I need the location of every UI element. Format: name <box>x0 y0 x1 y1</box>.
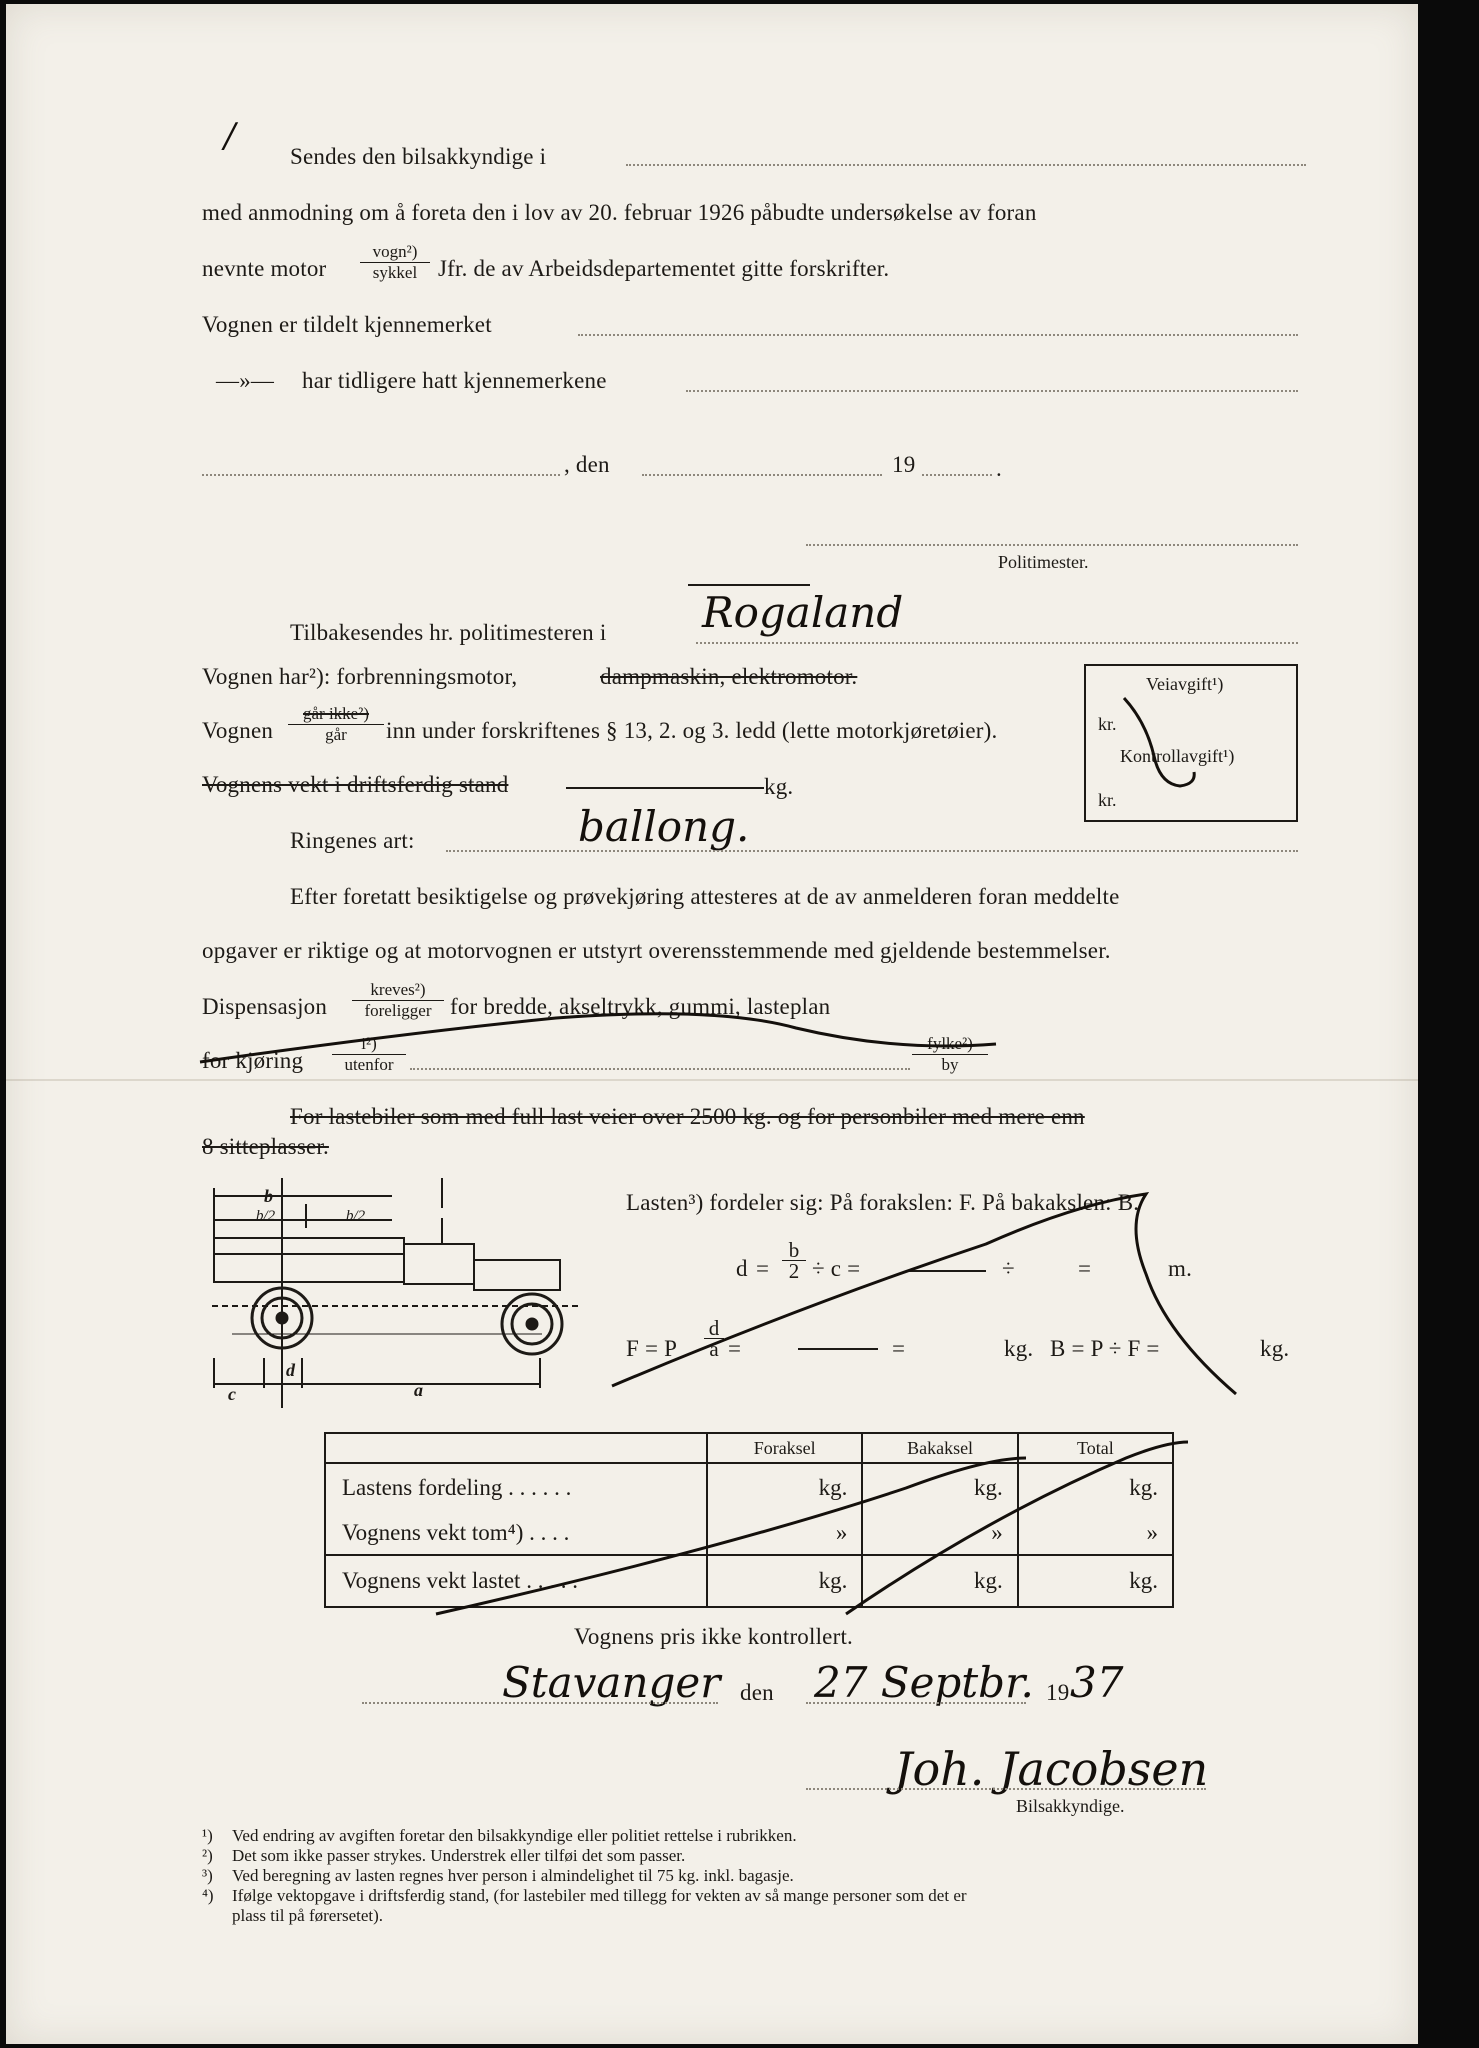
kjoring-label: for kjøring <box>202 1048 304 1073</box>
sendes-field[interactable] <box>626 164 1306 166</box>
fylke-by-fraction: fylke²) by <box>912 1034 988 1075</box>
table-cell[interactable]: kg. <box>707 1463 862 1511</box>
b-over-2-fraction: $\frac{b}{2}$ <box>782 1240 806 1281</box>
truck-diagram <box>202 1168 592 1408</box>
handwritten-mark: / <box>224 116 236 156</box>
handwritten-year: 37 <box>1070 1658 1124 1707</box>
col-total: Total <box>1018 1433 1173 1463</box>
lastebiler-text-1: For lastebiler som med full last veier over 2500 kg. og for personbiler med mere enn <box>290 1104 1085 1129</box>
kjennemerket-label: Vognen er tildelt kjennemerket <box>202 312 492 337</box>
table-cell[interactable]: kg. <box>862 1555 1017 1607</box>
diagram-b2-left: b/2 <box>256 1208 276 1224</box>
tidligere-label: har tidligere hatt kjennemerkene <box>302 368 607 393</box>
eq2-equals: = <box>728 1336 742 1361</box>
kjennemerket-field[interactable] <box>578 334 1298 336</box>
eq2-B: B = P ÷ F = <box>1050 1336 1160 1361</box>
kr-label-1: kr. <box>1098 714 1117 734</box>
table-row: Lastens fordeling . . . . . . <box>325 1463 707 1511</box>
sted-year-prefix: 19 <box>1046 1680 1070 1705</box>
vognen-har-text: Vognen har²): forbrenningsmotor, <box>202 664 518 689</box>
diagram-d: d <box>286 1360 295 1380</box>
ringenes-field[interactable] <box>446 850 1298 852</box>
signature-field[interactable] <box>806 1788 1206 1790</box>
handwritten-signature: Joh. Jacobsen <box>894 1742 1209 1796</box>
lasten-text: Lasten³) fordeler sig: På forakslen: F. På bakakslen: B. <box>626 1190 1140 1215</box>
footnote-4-cont: plass til på førersetet). <box>232 1906 384 1925</box>
jfr-text: Jfr. de av Arbeidsdepartementet gitte forskrifter. <box>438 256 890 281</box>
table-cell[interactable]: » <box>1018 1511 1173 1555</box>
table-row: Vognens vekt lastet . . . . . <box>325 1555 707 1607</box>
vognen-gaar-label: Vognen <box>202 718 274 743</box>
pris-text: Vognens pris ikke kontrollert. <box>574 1624 853 1649</box>
place-field[interactable] <box>202 474 560 476</box>
table-cell[interactable]: kg. <box>1018 1463 1173 1511</box>
eq1-equals: = <box>756 1256 770 1281</box>
table-cell[interactable]: » <box>707 1511 862 1555</box>
veiavgift-label: Veiavgift¹) <box>1146 674 1224 694</box>
handwritten-ballong: ballong. <box>578 802 750 851</box>
tidligere-field[interactable] <box>686 390 1298 392</box>
vogn-sykkel-fraction: vogn²) sykkel <box>360 242 430 283</box>
diagram-a: a <box>414 1380 423 1400</box>
table-cell[interactable]: kg. <box>862 1463 1017 1511</box>
footnote-1: ¹) Ved endring av avgiften foretar den bilsakkyndige eller politiet rettelse i rubrikken. <box>202 1826 797 1845</box>
sted-field[interactable] <box>362 1702 718 1704</box>
nevnte-motor-text: nevnte motor <box>202 256 327 281</box>
footnote-2: ²) Det som ikke passer strykes. Understrek eller tilføi det som passer. <box>202 1846 686 1865</box>
efter-text-2: opgaver er riktige og at motorvognen er utstyrt overensstemmende med gjeldende bestemmelser. <box>202 938 1111 963</box>
vognen-har-struck: dampmaskin, elektromotor. <box>600 664 858 689</box>
avgift-cross-stroke <box>1084 664 1294 818</box>
d-over-a-fraction: $\frac{d}{a}$ <box>704 1318 724 1359</box>
year-prefix: 19 <box>892 452 916 477</box>
handwritten-date: 27 Septbr. <box>814 1658 1034 1707</box>
politimester-field[interactable] <box>696 642 1298 644</box>
eq2-F: F = P <box>626 1336 678 1361</box>
kr-label-2: kr. <box>1098 790 1117 810</box>
lasten-cross-stroke <box>606 1164 1246 1414</box>
footnote-4: ⁴) Ifølge vektopgave i driftsferdig stand, (for lastebiler med tillegg for vekten av så mange personer som det er <box>202 1886 967 1905</box>
vekt-struck: Vognens vekt i driftsferdig stand <box>202 772 509 797</box>
diagram-c: c <box>228 1384 236 1404</box>
ditto-mark: —»— <box>216 368 275 393</box>
tilbakesendes-label: Tilbakesendes hr. politimesteren i <box>290 620 607 645</box>
eq2-kg2: kg. <box>1260 1336 1290 1361</box>
sendes-label: Sendes den bilsakkyndige i <box>290 144 547 169</box>
politimester-label: Politimester. <box>998 552 1089 572</box>
anmodning-text: med anmodning om å foreta den i lov av 20. februar 1926 påbudte undersøkelse av foran <box>202 200 1037 225</box>
kontrollavgift-label: Kontrollavgift¹) <box>1120 746 1235 766</box>
i-utenfor-fraction: i²) utenfor <box>332 1034 406 1075</box>
forskrift-text: inn under forskriftenes § 13, 2. og 3. ledd (lette motorkjøretøier). <box>386 718 998 743</box>
sted-den-label: den <box>740 1680 774 1705</box>
eq1-rest: ÷ c = <box>812 1256 861 1281</box>
diagram-b: b <box>264 1186 273 1206</box>
diagram-b2-right: b/2 <box>346 1208 366 1224</box>
eq1-d: d <box>736 1256 748 1281</box>
vekt-unit: kg. <box>764 774 794 799</box>
form-page <box>6 4 1418 2044</box>
efter-text-1: Efter foretatt besiktigelse og prøvekjøring attesteres at de av anmelderen foran meddelte <box>290 884 1120 909</box>
col-bakaksel: Bakaksel <box>862 1433 1017 1463</box>
bilsakkyndige-label: Bilsakkyndige. <box>1016 1796 1125 1816</box>
line-dot: . <box>996 456 1002 481</box>
eq2-kg1: kg. <box>1004 1336 1034 1361</box>
eq1-equals-2: = <box>1078 1256 1092 1281</box>
table-row: Vognens vekt tom⁴) . . . . <box>325 1511 707 1555</box>
date-field[interactable] <box>642 474 882 476</box>
den-label: , den <box>564 452 610 477</box>
dispensasjon-strike <box>196 994 1016 1084</box>
gaar-fraction: går ikke²) går <box>288 704 384 745</box>
dispensasjon-items: for bredde, akseltrykk, gummi, lasteplan <box>450 994 831 1019</box>
table-cell[interactable]: kg. <box>707 1555 862 1607</box>
sted-date-field[interactable] <box>806 1702 1026 1704</box>
year-field[interactable] <box>922 474 992 476</box>
separator-line <box>688 584 810 586</box>
eq1-m: m. <box>1168 1256 1193 1281</box>
handwritten-stavanger: Stavanger <box>502 1658 721 1707</box>
kreves-fraction: kreves²) foreligger <box>352 980 444 1021</box>
col-foraksel: Foraksel <box>707 1433 862 1463</box>
politimester-signature-field[interactable] <box>806 544 1298 546</box>
vekt-strike-line <box>566 787 764 789</box>
eq2-equals-2: = <box>892 1336 906 1361</box>
table-cross-stroke <box>426 1438 1206 1618</box>
table-cell[interactable]: » <box>862 1511 1017 1555</box>
footnotes <box>202 1826 967 1926</box>
table-cell[interactable]: kg. <box>1018 1555 1173 1607</box>
ringenes-label: Ringenes art: <box>290 828 415 853</box>
handwritten-rogaland: Rogaland <box>702 588 904 637</box>
footnote-3: ³) Ved beregning av lasten regnes hver person i almindelighet til 75 kg. inkl. bagasje. <box>202 1866 794 1885</box>
dispensasjon-label: Dispensasjon <box>202 994 328 1019</box>
lastebiler-text-2: 8 sitteplasser. <box>202 1134 329 1159</box>
eq1-div: ÷ <box>1002 1256 1015 1281</box>
